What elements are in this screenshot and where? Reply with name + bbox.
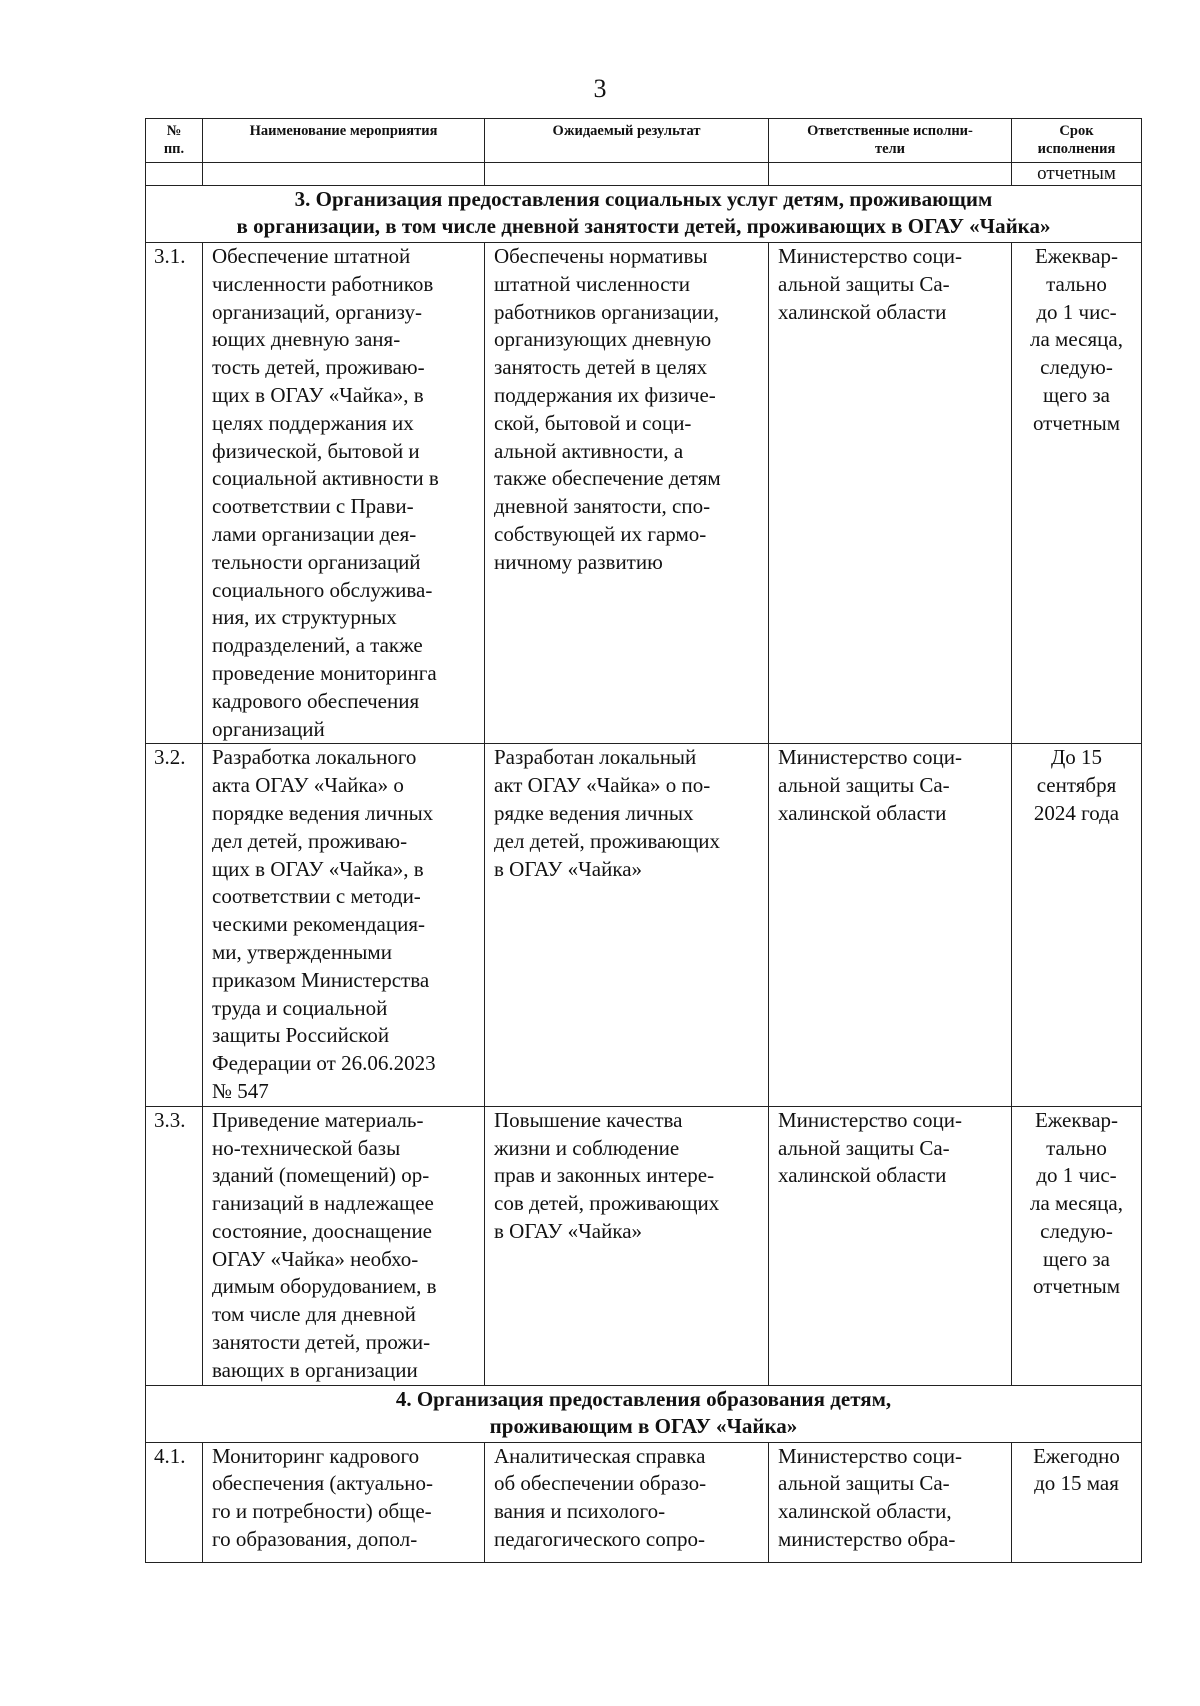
continuation-result: [485, 163, 769, 186]
section-4-title: 4. Организация предоставления образования детям, проживающим в ОГАУ «Чайка»: [146, 1385, 1142, 1442]
row-name: Мониторинг кадрового обеспечения (актуально- го и потребности) обще- го образования, допол-: [203, 1442, 485, 1562]
section-4-row: [146, 1385, 1142, 1442]
row-responsible: Министерство соци- альной защиты Са- халинской области: [769, 744, 1012, 1106]
page-number: 3: [593, 74, 607, 103]
row-num: 3.1.: [146, 243, 203, 744]
row-num: 3.3.: [146, 1106, 203, 1385]
section-3-title: 3. Организация предоставления социальных услуг детям, проживающим в организации, в том числе дневной занятости детей, проживающих в ОГАУ «Чайка»: [146, 186, 1142, 243]
row-result: Аналитическая справка об обеспечении образо- вания и психолого- педагогического сопро-: [485, 1442, 769, 1562]
header-name: Наименование мероприятия: [203, 119, 485, 163]
row-result: Повышение качества жизни и соблюдение прав и законных интере- сов детей, проживающих в ОГАУ «Чайка»: [485, 1106, 769, 1385]
row-responsible: Министерство соци- альной защиты Са- халинской области: [769, 1106, 1012, 1385]
row-term: Ежеквар- тально до 1 чис- ла месяца, следую- щего за отчетным: [1012, 1106, 1142, 1385]
row-term: Ежегодно до 15 мая: [1012, 1442, 1142, 1562]
row-term: Ежеквар- тально до 1 чис- ла месяца, следую- щего за отчетным: [1012, 243, 1142, 744]
activities-table: [145, 118, 1142, 1563]
header-result: Ожидаемый результат: [485, 119, 769, 163]
header-num: № пп.: [146, 119, 203, 163]
continuation-term: отчетным: [1012, 163, 1142, 186]
table-row: [146, 243, 1142, 744]
row-num: 4.1.: [146, 1442, 203, 1562]
section-3-row: [146, 186, 1142, 243]
continuation-num: [146, 163, 203, 186]
row-num: 3.2.: [146, 744, 203, 1106]
table-row: [146, 744, 1142, 1106]
continuation-responsible: [769, 163, 1012, 186]
row-name: Разработка локального акта ОГАУ «Чайка» о порядке ведения личных дел детей, проживаю- щих в ОГАУ «Чайка», в соответствии с методи- ческими рекомендация- ми, утвержденными приказом Министерства труда и социальной защиты Российской Федерации от 26.06.2023 № 547: [203, 744, 485, 1106]
table-row: [146, 1442, 1142, 1562]
table-row: [146, 1106, 1142, 1385]
row-responsible: Министерство соци- альной защиты Са- халинской области: [769, 243, 1012, 744]
row-result: Обеспечены нормативы штатной численности работников организации, организующих дневную занятость детей в целях поддержания их физиче- ской, бытовой и соци- альной активности, а также обеспечение детям дневной занятости, спо- собствующей их гармо- ничному развитию: [485, 243, 769, 744]
row-name: Приведение материаль- но-технической базы зданий (помещений) ор- ганизаций в надлежащее состояние, дооснащение ОГАУ «Чайка» необхо- димым оборудованием, в том числе для дневной занятости детей, прожи- вающих в организации: [203, 1106, 485, 1385]
header-responsible: Ответственные исполни- тели: [769, 119, 1012, 163]
continuation-row: [146, 163, 1142, 186]
header-row: [146, 119, 1142, 163]
row-result: Разработан локальный акт ОГАУ «Чайка» о по- рядке ведения личных дел детей, проживающих в ОГАУ «Чайка»: [485, 744, 769, 1106]
header-term: Срок исполнения: [1012, 119, 1142, 163]
row-name: Обеспечение штатной численности работников организаций, организу- ющих дневную заня- тость детей, проживаю- щих в ОГАУ «Чайка», в целях поддержания их физической, бытовой и социальной активности в соответствии с Прави- лами организации дея- тельности организаций социального обслужива- ния, их структурных подразделений, а также проведение мониторинга кадрового обеспечения организаций: [203, 243, 485, 744]
row-responsible: Министерство соци- альной защиты Са- халинской области, министерство обра-: [769, 1442, 1012, 1562]
continuation-name: [203, 163, 485, 186]
row-term: До 15 сентября 2024 года: [1012, 744, 1142, 1106]
